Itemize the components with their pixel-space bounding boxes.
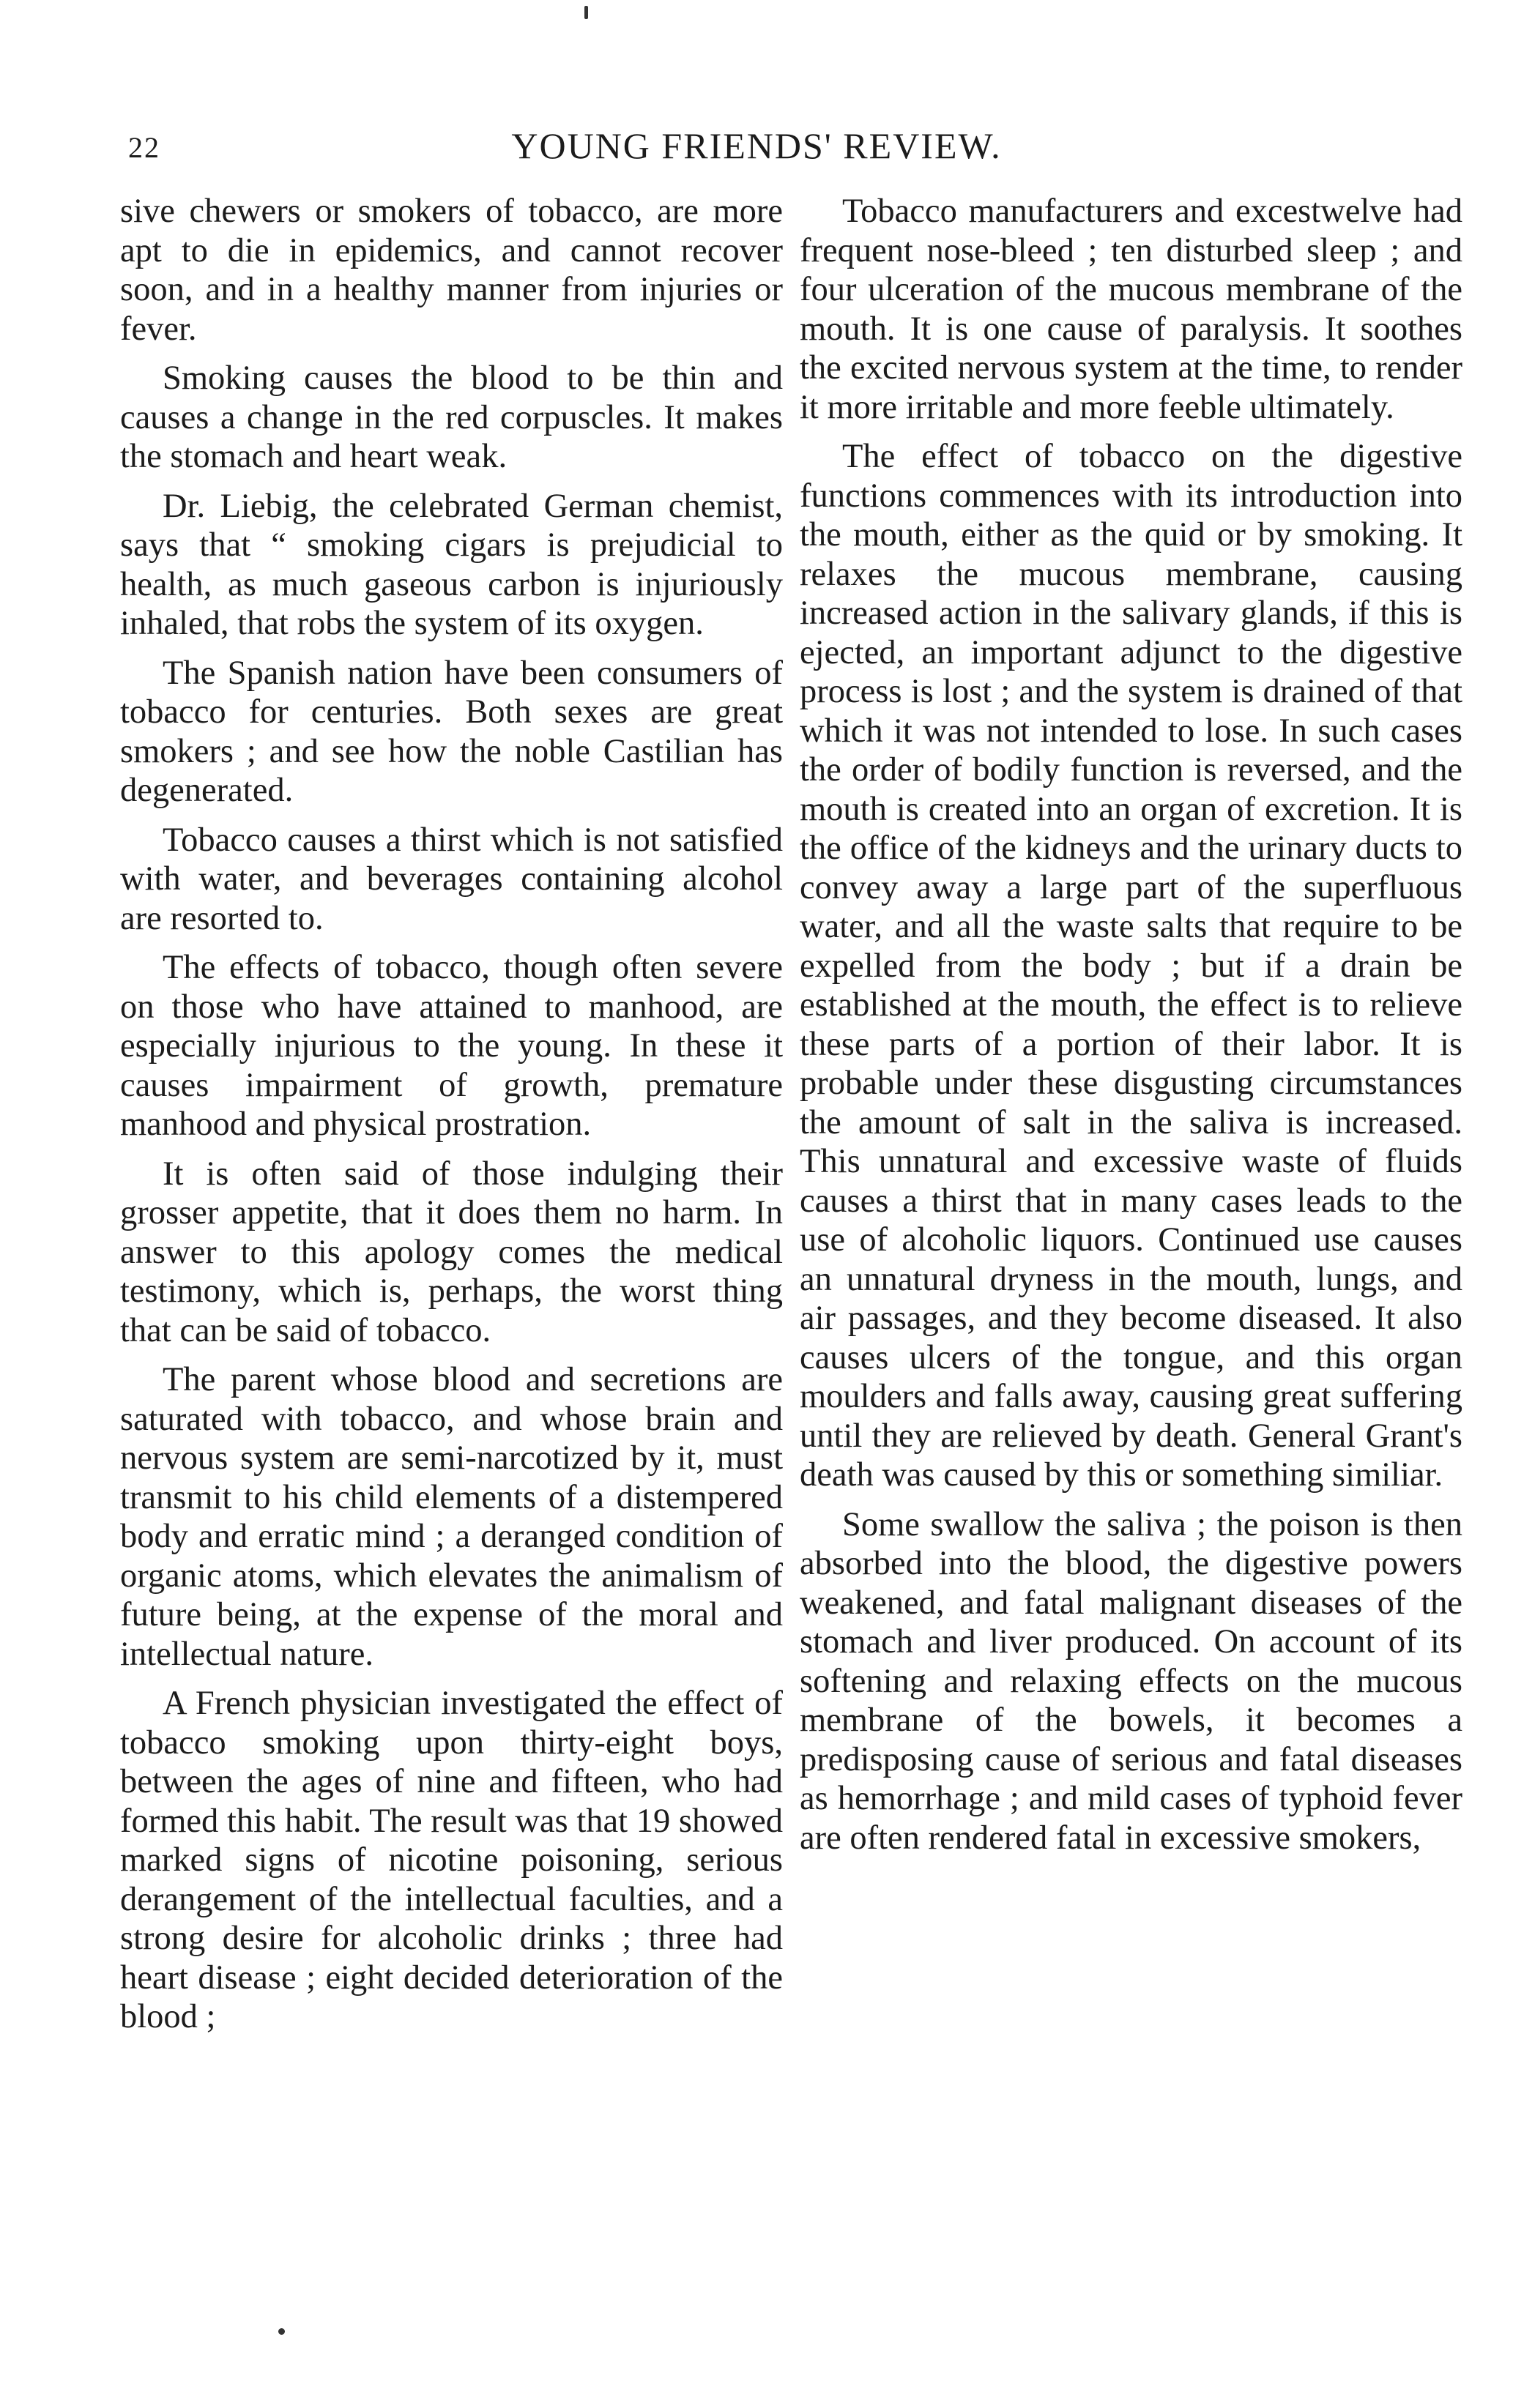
paragraph: It is often said of those indulging their grosser appetite, that it does them no harm. In answer to this apology comes the medical testimony, which is, perhaps, the worst thing that can be said of tobacco. <box>120 1155 783 1349</box>
page-number: 22 <box>128 131 160 164</box>
paragraph: Tobacco causes a thirst which is not satisfied with water, and beverages containing alcohol are resorted to. <box>120 821 783 937</box>
paragraph: Tobacco manufacturers and excestwelve had frequent nose-bleed ; ten disturbed sleep ; and four ulceration of the mucous membrane of the mouth. It is one cause of paralysis. It soothes the excited nervous system at the time, to render it more irritable and more feeble ultimately. <box>800 193 1462 426</box>
paragraph: Smoking causes the blood to be thin and causes a change in the red corpuscles. It makes the stomach and heart weak. <box>120 359 783 475</box>
running-title: YOUNG FRIENDS' REVIEW. <box>511 125 1002 166</box>
paragraph: Some swallow the saliva ; the poison is then absorbed into the blood, the digestive powers weakened, and fatal malignant diseases of the stomach and liver produced. On account of its softening and relaxing effects on the mucous membrane of the bowels, it becomes a predisposing cause of serious and fatal diseases as hemorrhage ; and mild cases of typhoid fever are often rendered fatal in excessive smokers, <box>800 1505 1462 1857</box>
ink-speck <box>584 6 588 19</box>
paragraph: Dr. Liebig, the celebrated German chemist, says that “ smoking cigars is prejudicial to health, as much gaseous carbon is injuriously inhaled, that robs the system of its oxygen. <box>120 487 783 642</box>
paragraph: The effect of tobacco on the digestive functions commences with its introduction into the mouth, either as the quid or by smoking. It relaxes the mucous membrane, causing increased action in the salivary glands, if this is ejected, an important adjunct to the digestive process is lost ; and the system is drained of that which it was not intended to lose. In such cases the order of bodily function is reversed, and the mouth is created into an organ of excretion. It is the office of the kidneys and the urinary ducts to convey away a large part of the superfluous water, and all the waste salts that require to be expelled from the body ; but if a drain be established at the mouth, the effect is to relieve these parts of a portion of their labor. It is probable under these disgusting circumstances the amount of salt in the saliva is increased. This unnatural and excessive waste of fluids causes a thirst that in many cases leads to the use of alcoholic liquors. Continued use causes an unnatural dryness in the mouth, lungs, and air passages, and they become diseased. It also causes ulcers of the tongue, and this organ moulders and falls away, causing great suffering until they are relieved by death. General Grant's death was caused by this or something similiar. <box>800 438 1462 1494</box>
left-column <box>120 192 783 2037</box>
paragraph: The parent whose blood and secretions are saturated with tobacco, and whose brain and nervous system are semi-narcotized by it, must transmit to his child elements of a distempered body and erratic mind ; a deranged condition of organic atoms, which elevates the animalism of future being, at the expense of the moral and intellectual nature. <box>120 1361 783 1673</box>
paragraph: A French physician investigated the effect of tobacco smoking upon thirty-eight boys, between the ages of nine and fifteen, who had formed this habit. The result was that 19 showed marked signs of nicotine poisoning, serious derangement of the intellectual faculties, and a strong desire for alcoholic drinks ; three had heart disease ; eight decided deterioration of the blood ; <box>120 1685 783 2035</box>
paragraph: The effects of tobacco, though often severe on those who have attained to manhood, are especially injurious to the young. In these it causes impairment of growth, premature manhood and physical prostration. <box>120 949 783 1143</box>
right-column <box>800 192 1462 1857</box>
ink-speck <box>278 2328 285 2335</box>
paragraph: The Spanish nation have been consumers of tobacco for centuries. Both sexes are great smokers ; and see how the noble Castilian has degenerated. <box>120 654 783 809</box>
paragraph: sive chewers or smokers of tobacco, are more apt to die in epidemics, and cannot recover soon, and in a healthy manner from injuries or fever. <box>120 193 783 348</box>
